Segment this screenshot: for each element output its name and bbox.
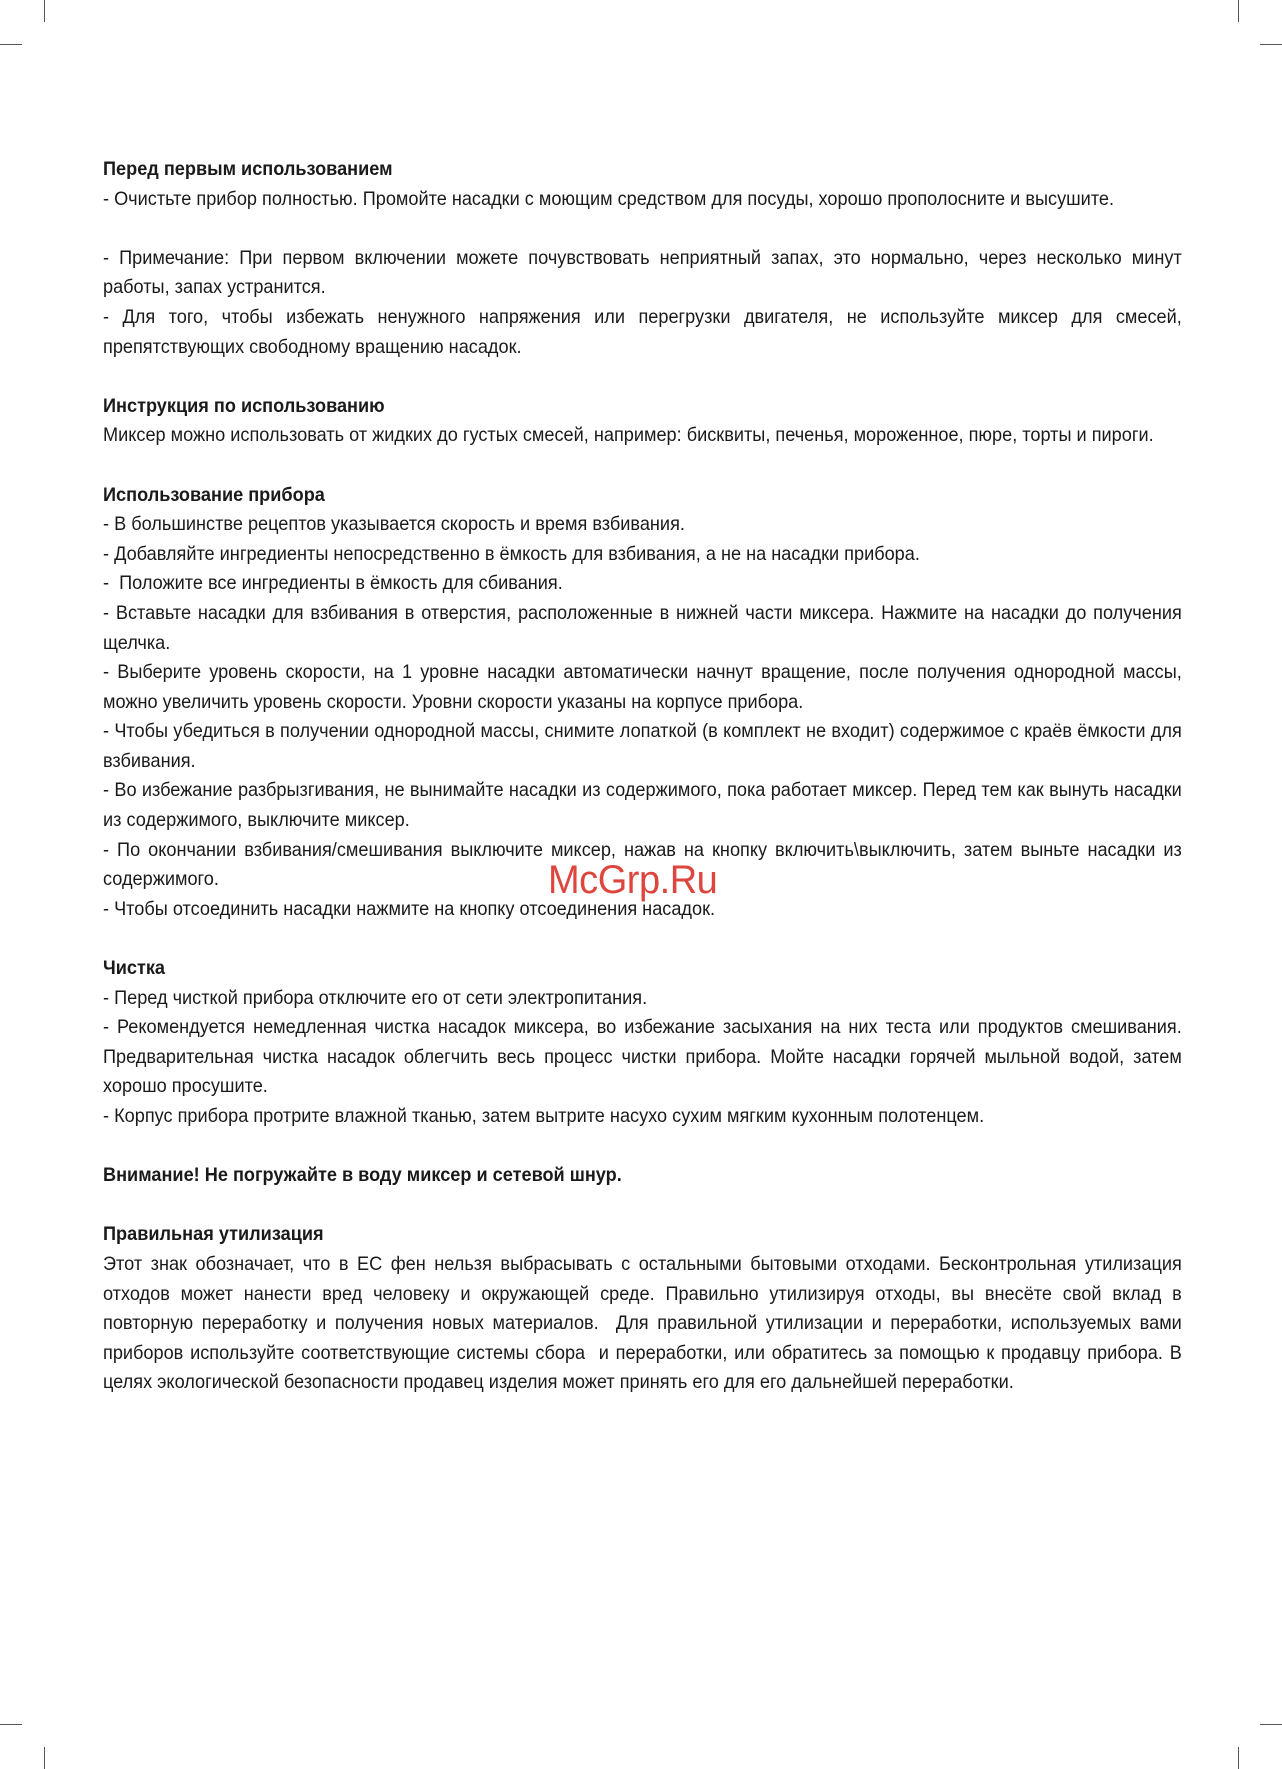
paragraph: - Вставьте насадки для взбивания в отверстия, расположенные в нижней части миксера. Нажмите на насадки до получения щелчка. — [103, 601, 1182, 654]
crop-mark-bottom-right — [1238, 1747, 1239, 1769]
paragraph: - По окончании взбивания/смешивания выключите миксер, нажав на кнопку включить\выключить, затем выньте насадки из содержимого. — [103, 838, 1182, 891]
section-disposal — [103, 1220, 1187, 1398]
paragraph: - Рекомендуется немедленная чистка насадок миксера, во избежание засыхания на них теста или продуктов смешивания. Предварительная чистка насадок облегчить весь процесс чистки прибора. Мойте насадки горячей мыльной водой, затем хорошо просушите. — [103, 1016, 1182, 1098]
paragraph: - Очистьте прибор полностью. Промойте насадки с моющим средством для посуды, хорошо прополосните и высушите. — [103, 187, 1115, 210]
crop-mark-bottom-right-h — [1260, 1724, 1282, 1725]
paragraph: - В большинстве рецептов указывается скорость и время взбивания. — [103, 513, 685, 536]
paragraph: - Во избежание разбрызгивания, не вынимайте насадки из содержимого, пока работает миксер. Перед тем как вынуть насадки из содержимого, выключите миксер. — [103, 779, 1182, 832]
paragraph: - Для того, чтобы избежать ненужного напряжения или перегрузки двигателя, не используйте миксер для смесей, препятствующих свободному вращению насадок. — [103, 305, 1182, 358]
crop-mark-top-right-h — [1260, 44, 1282, 45]
blank-line — [103, 214, 1182, 244]
section-instructions — [103, 392, 1182, 451]
section-heading: Использование прибора — [103, 483, 325, 506]
paragraph: - Чтобы отсоединить насадки нажмите на кнопку отсоединения насадок. — [103, 897, 716, 920]
paragraph: - Корпус прибора протрите влажной тканью, затем вытрите насухо сухим мягким кухонным полотенцем. — [103, 1105, 985, 1127]
section-heading: Перед первым использованием — [103, 158, 393, 180]
crop-mark-top-left-h — [0, 44, 22, 45]
paragraph: Этот знак обозначает, что в ЕС фен нельзя выбрасывать с остальными бытовыми отходами. Бесконтрольная утилизация отходов может нанести вред человеку и окружающей среде. Правильно утилизируя отходы, вы внесёте свой вклад в повторную переработку и получения новых материалов. Для правильной утилизации и переработки, используемых вами приборов используйте соответствующие системы сбора и переработки, или обратитесь за помощью к продавцу прибора. В целях экологической безопасности продавец изделия может принять его для его дальнейшей переработки. — [103, 1252, 1187, 1394]
section-heading: Инструкция по использованию — [103, 394, 385, 417]
paragraph: Миксер можно использовать от жидких до густых смесей, например: бисквиты, печенья, мороженное, пюре, торты и пироги. — [103, 424, 1154, 447]
paragraph: - Примечание: При первом включении можете почувствовать неприятный запах, это нормально, через несколько минут работы, запах устранится. — [103, 246, 1182, 299]
paragraph: - Чтобы убедиться в получении однородной массы, снимите лопаткой (в комплект не входит) содержимое с краёв ёмкости для взбивания. — [103, 720, 1182, 772]
crop-mark-top-left — [44, 0, 45, 22]
crop-mark-top-right — [1238, 0, 1239, 22]
section-heading: Чистка — [103, 957, 166, 980]
section-heading: Правильная утилизация — [103, 1223, 324, 1246]
paragraph: - Положите все ингредиенты в ёмкость для сбивания. — [103, 572, 563, 595]
section-warning — [103, 1161, 1182, 1191]
paragraph: - Выберите уровень скорости, на 1 уровне насадки автоматически начнут вращение, после получения однородной массы, можно увеличить уровень скорости. Уровни скорости указаны на корпусе прибора. — [103, 661, 1182, 713]
section-before-first-use — [103, 155, 1182, 362]
warning-text: Внимание! Не погружайте в воду миксер и сетевой шнур. — [103, 1164, 622, 1187]
crop-mark-bottom-left — [44, 1747, 45, 1769]
section-cleaning — [103, 954, 1182, 1132]
watermark: McGrp.Ru — [548, 858, 718, 902]
paragraph: - Добавляйте ингредиенты непосредственно в ёмкость для взбивания, а не на насадки прибора. — [103, 542, 920, 565]
paragraph: - Перед чисткой прибора отключите его от сети электропитания. — [103, 986, 648, 1009]
crop-mark-bottom-left-h — [0, 1724, 22, 1725]
document-body — [103, 155, 1187, 1428]
